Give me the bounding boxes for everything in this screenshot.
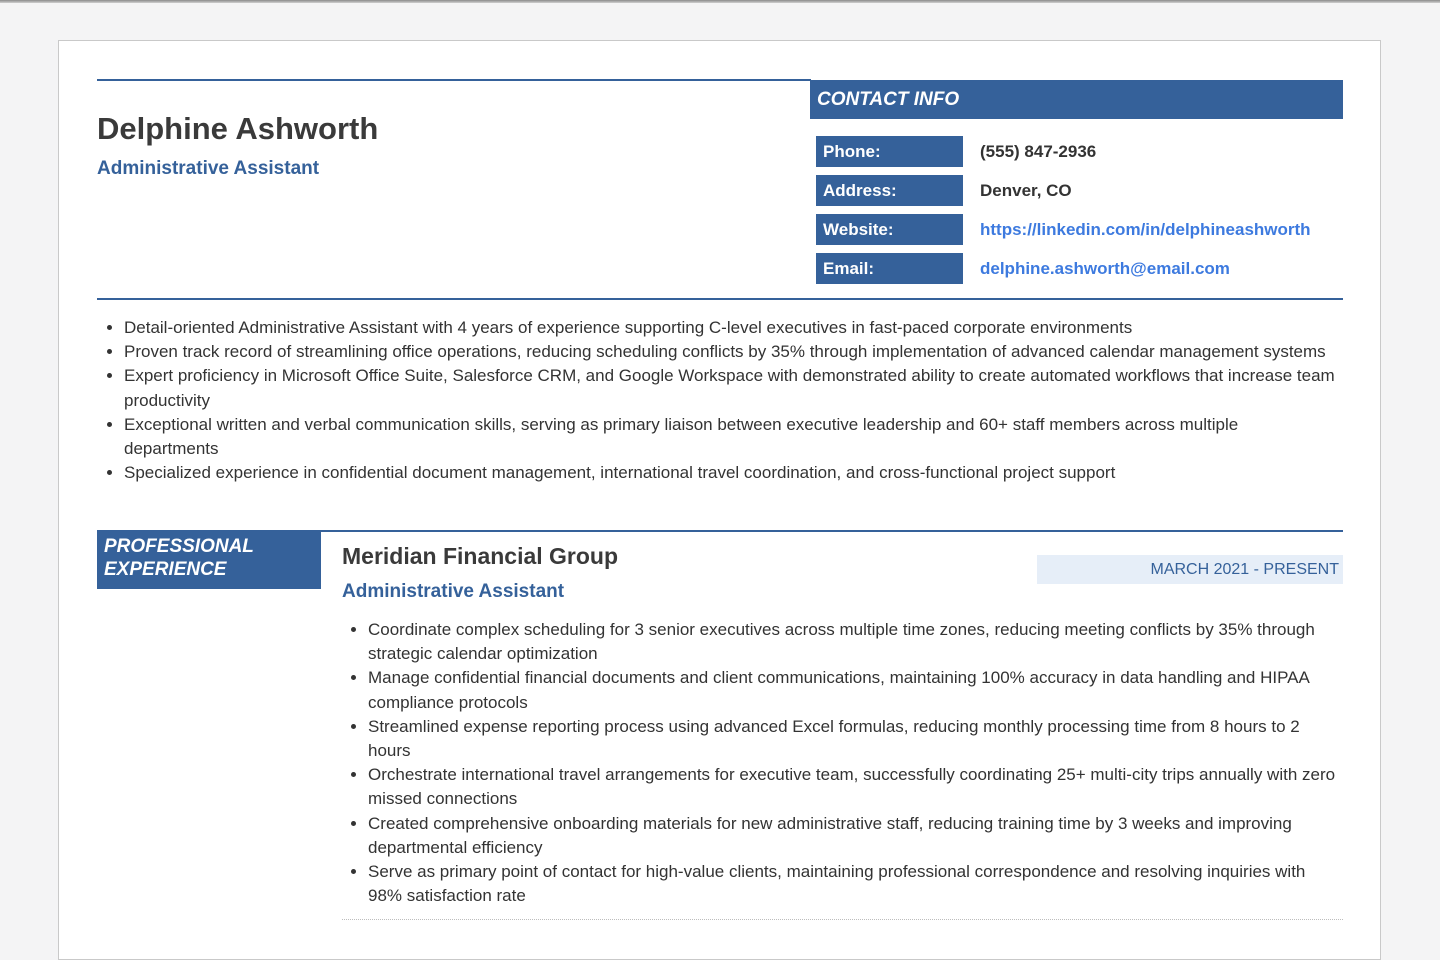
website-label: Website: (816, 214, 963, 245)
address-value: Denver, CO (980, 181, 1072, 200)
summary-item: • Proven track record of streamlining office operations, reducing scheduling conflicts by 35% through implementation of advanced calendar management systems (124, 340, 1337, 364)
job-duty-item: • Orchestrate international travel arrangements for executive team, successfully coordinating 25+ multi-city trips annually with zero missed connections (368, 763, 1342, 811)
job-duty-item: • Created comprehensive onboarding materials for new administrative staff, reducing training time by 3 weeks and improving departmental efficiency (368, 812, 1342, 860)
job-duty-item: • Coordinate complex scheduling for 3 senior executives across multiple time zones, reducing meeting conflicts by 35% through strategic calendar optimization (368, 618, 1342, 666)
contact-info-panel (810, 80, 1343, 278)
summary-item: • Exceptional written and verbal communication skills, serving as primary liaison between executive leadership and 60+ staff members across multiple departments (124, 413, 1337, 461)
candidate-name: Delphine Ashworth (97, 111, 379, 146)
window-top-edge (0, 0, 1440, 3)
job-dates: MARCH 2021 - PRESENT (1037, 555, 1343, 584)
email-link[interactable]: delphine.ashworth@email.com (980, 259, 1230, 278)
header-bottom-rule (97, 298, 1343, 300)
resume-page (58, 40, 1381, 960)
website-link[interactable]: https://linkedin.com/in/delphineashworth (980, 220, 1311, 239)
job-duties-list (342, 618, 1342, 908)
summary-list (97, 316, 1337, 485)
summary-item: • Expert proficiency in Microsoft Office Suite, Salesforce CRM, and Google Workspace with demonstrated ability to create automated workflows that increase team productivity (124, 364, 1337, 412)
phone-value: (555) 847-2936 (980, 142, 1097, 161)
header-top-rule (97, 79, 811, 81)
contact-row-address (816, 175, 1343, 206)
contact-row-website (816, 214, 1343, 245)
contact-row-email (816, 253, 1343, 284)
summary-item: • Specialized experience in confidential document management, international travel coordination, and cross-functional project support (124, 461, 1337, 485)
job-company: Meridian Financial Group (342, 543, 619, 569)
phone-label: Phone: (816, 136, 963, 167)
job-duty-item: • Manage confidential financial documents and client communications, maintaining 100% accuracy in data handling and HIPAA compliance protocols (368, 666, 1342, 714)
experience-heading-line2: EXPERIENCE (104, 559, 227, 580)
job-separator (342, 919, 1343, 920)
summary-item: • Detail-oriented Administrative Assistant with 4 years of experience supporting C-level executives in fast-paced corporate environments (124, 316, 1337, 340)
job-duty-item: • Serve as primary point of contact for high-value clients, maintaining professional correspondence and resolving inquiries with 98% satisfaction rate (368, 860, 1342, 908)
contact-row-phone (816, 136, 1343, 167)
job-role: Administrative Assistant (342, 581, 565, 602)
candidate-title: Administrative Assistant (97, 158, 320, 179)
experience-heading-line1: PROFESSIONAL (104, 536, 254, 557)
job-duty-item: • Streamlined expense reporting process using advanced Excel formulas, reducing monthly processing time from 8 hours to 2 hours (368, 715, 1342, 763)
address-label: Address: (816, 175, 963, 206)
email-label: Email: (816, 253, 963, 284)
experience-section-heading (97, 532, 321, 589)
contact-info-heading: CONTACT INFO (810, 80, 1343, 119)
